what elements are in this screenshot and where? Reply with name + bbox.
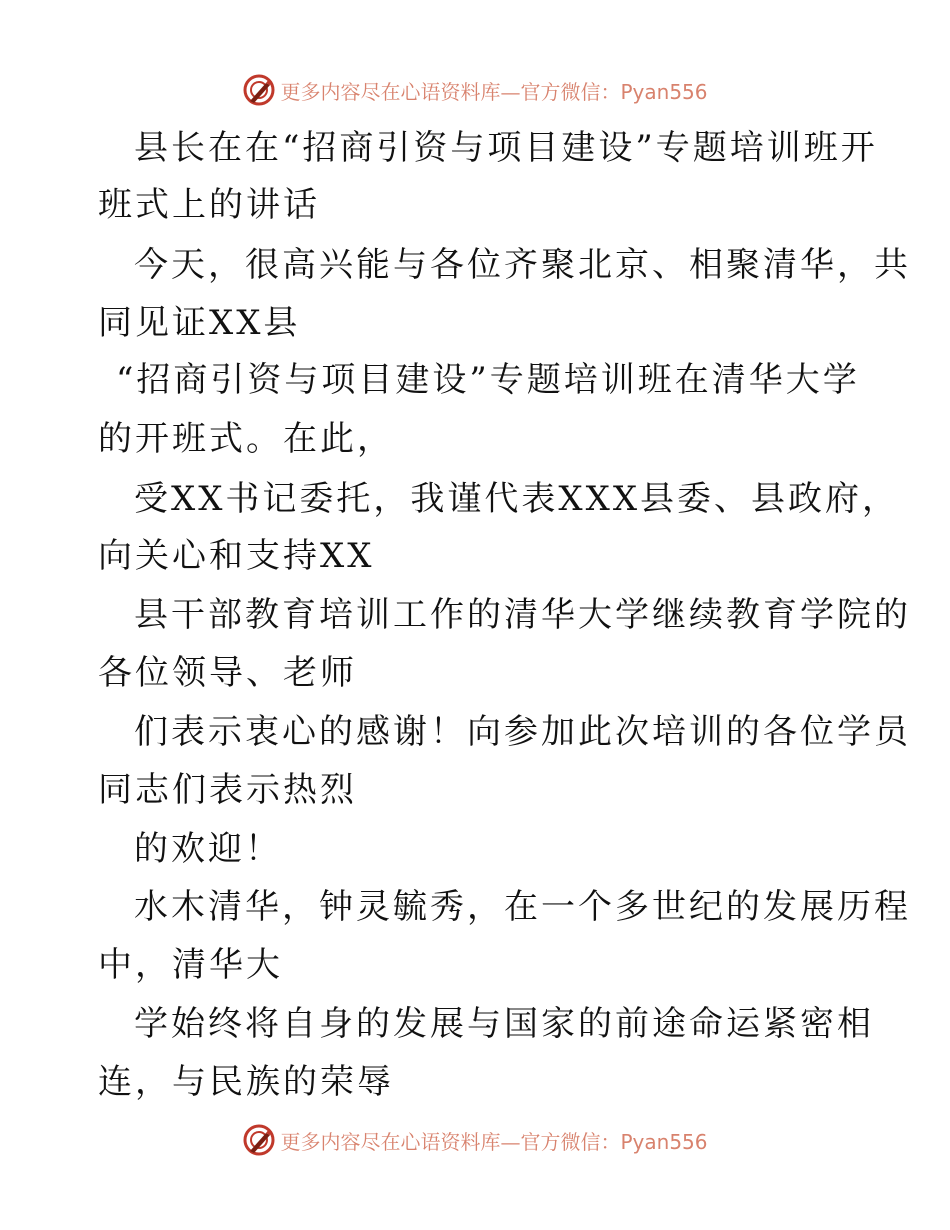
text-line: 同见证XX县	[98, 303, 301, 343]
text-line: 同志们表示热烈	[98, 770, 357, 810]
header-wechat-handle: Pyan556	[620, 79, 708, 104]
footer-banner-text: 更多内容尽在心语资料库—官方微信：Pyan556	[280, 1129, 708, 1154]
text-line: 各位领导、老师	[98, 653, 357, 693]
text-line: 连，与民族的荣辱	[98, 1062, 394, 1102]
text-line: “招商引资与项目建设”专题培训班在清华大学	[116, 360, 860, 400]
pen-circle-logo-icon	[242, 1123, 276, 1157]
footer-banner	[0, 1120, 950, 1160]
text-line: 的欢迎！	[134, 829, 282, 869]
text-line: 受XX书记委托，我谨代表XXX县委、县政府，	[134, 479, 900, 519]
text-line: 中，清华大	[98, 945, 283, 985]
text-line: 今天，很高兴能与各位齐聚北京、相聚清华，共	[134, 245, 911, 285]
text-line: 的开班式。在此，	[98, 419, 394, 459]
text-line: 水木清华，钟灵毓秀，在一个多世纪的发展历程	[134, 887, 911, 927]
text-line: 学始终将自身的发展与国家的前途命运紧密相	[134, 1004, 874, 1044]
text-line: 县长在在“招商引资与项目建设”专题培训班开	[134, 128, 878, 168]
text-line: 县干部教育培训工作的清华大学继续教育学院的	[134, 595, 911, 635]
text-line: 班式上的讲话	[98, 185, 320, 225]
text-line: 们表示衷心的感谢！向参加此次培训的各位学员	[134, 712, 911, 752]
footer-wechat-handle: Pyan556	[620, 1129, 708, 1154]
text-line: 向关心和支持XX	[98, 536, 375, 576]
header-banner-text: 更多内容尽在心语资料库—官方微信：Pyan556	[280, 79, 708, 104]
